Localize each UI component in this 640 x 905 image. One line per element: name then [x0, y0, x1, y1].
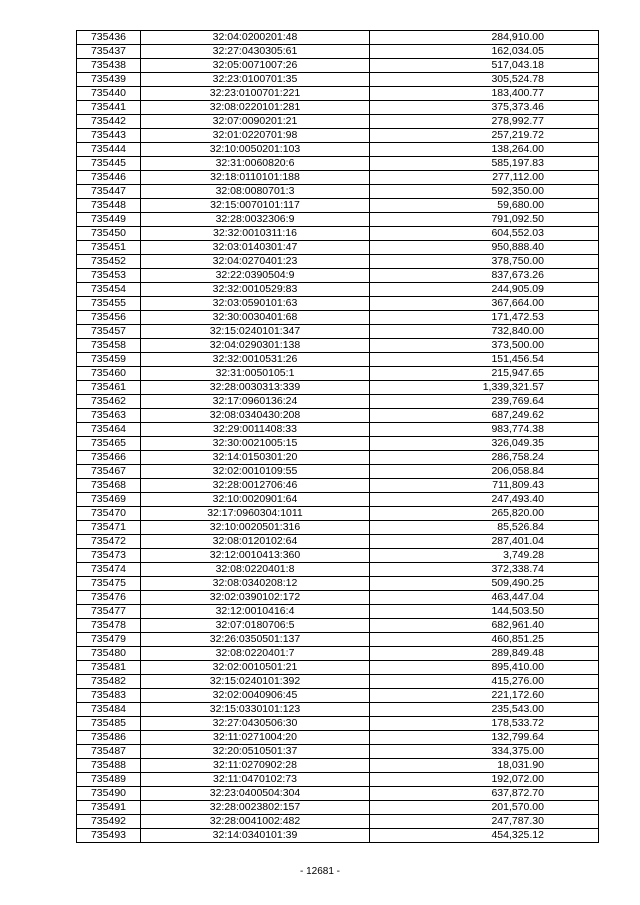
- cadastral-number-cell: 32:12:0010416:4: [141, 605, 370, 619]
- table-row: [77, 451, 599, 465]
- table-row: [77, 731, 599, 745]
- cadastral-number-cell: 32:27:0430506:30: [141, 717, 370, 731]
- cadastral-number-cell: 32:30:0021005:15: [141, 437, 370, 451]
- cadastral-number-cell: 32:20:0510501:37: [141, 745, 370, 759]
- amount-cell: 682,961.40: [370, 619, 599, 633]
- amount-cell: 132,799.64: [370, 731, 599, 745]
- table-row: [77, 829, 599, 843]
- cadastral-number-cell: 32:11:0271004:20: [141, 731, 370, 745]
- table-row: [77, 283, 599, 297]
- row-id-cell: 735463: [77, 409, 141, 423]
- cadastral-number-cell: 32:04:0270401:23: [141, 255, 370, 269]
- amount-cell: 257,219.72: [370, 129, 599, 143]
- table-row: [77, 493, 599, 507]
- row-id-cell: 735469: [77, 493, 141, 507]
- amount-cell: 1,339,321.57: [370, 381, 599, 395]
- row-id-cell: 735444: [77, 143, 141, 157]
- cadastral-number-cell: 32:28:0012706:46: [141, 479, 370, 493]
- amount-cell: 637,872.70: [370, 787, 599, 801]
- row-id-cell: 735486: [77, 731, 141, 745]
- table-row: [77, 479, 599, 493]
- table-row: [77, 745, 599, 759]
- row-id-cell: 735481: [77, 661, 141, 675]
- amount-cell: 277,112.00: [370, 171, 599, 185]
- table-row: [77, 703, 599, 717]
- cadastral-number-cell: 32:08:0340430:208: [141, 409, 370, 423]
- amount-cell: 732,840.00: [370, 325, 599, 339]
- table-row: [77, 759, 599, 773]
- amount-cell: 950,888.40: [370, 241, 599, 255]
- row-id-cell: 735458: [77, 339, 141, 353]
- table-row: [77, 227, 599, 241]
- amount-cell: 895,410.00: [370, 661, 599, 675]
- cadastral-number-cell: 32:18:0110101:188: [141, 171, 370, 185]
- table-row: [77, 381, 599, 395]
- table-row: [77, 185, 599, 199]
- amount-cell: 415,276.00: [370, 675, 599, 689]
- table-row: [77, 129, 599, 143]
- table-row: [77, 563, 599, 577]
- table-row: [77, 115, 599, 129]
- cadastral-number-cell: 32:29:0011408:33: [141, 423, 370, 437]
- cadastral-number-cell: 32:10:0050201:103: [141, 143, 370, 157]
- cadastral-number-cell: 32:23:0400504:304: [141, 787, 370, 801]
- table-row: [77, 311, 599, 325]
- row-id-cell: 735437: [77, 45, 141, 59]
- cadastral-number-cell: 32:04:0290301:138: [141, 339, 370, 353]
- table-row: [77, 143, 599, 157]
- amount-cell: 372,338.74: [370, 563, 599, 577]
- table-row: [77, 423, 599, 437]
- table-row: [77, 213, 599, 227]
- table-row: [77, 717, 599, 731]
- row-id-cell: 735465: [77, 437, 141, 451]
- row-id-cell: 735453: [77, 269, 141, 283]
- row-id-cell: 735455: [77, 297, 141, 311]
- cadastral-number-cell: 32:28:0023802:157: [141, 801, 370, 815]
- table-row: [77, 353, 599, 367]
- row-id-cell: 735480: [77, 647, 141, 661]
- cadastral-number-cell: 32:14:0340101:39: [141, 829, 370, 843]
- row-id-cell: 735464: [77, 423, 141, 437]
- amount-cell: 460,851.25: [370, 633, 599, 647]
- table-row: [77, 577, 599, 591]
- row-id-cell: 735457: [77, 325, 141, 339]
- amount-cell: 183,400.77: [370, 87, 599, 101]
- row-id-cell: 735436: [77, 31, 141, 45]
- table-row: [77, 647, 599, 661]
- table-row: [77, 605, 599, 619]
- cadastral-number-cell: 32:11:0470102:73: [141, 773, 370, 787]
- cadastral-number-cell: 32:15:0330101:123: [141, 703, 370, 717]
- row-id-cell: 735443: [77, 129, 141, 143]
- amount-cell: 983,774.38: [370, 423, 599, 437]
- amount-cell: 239,769.64: [370, 395, 599, 409]
- amount-cell: 334,375.00: [370, 745, 599, 759]
- cadastral-number-cell: 32:08:0220401:8: [141, 563, 370, 577]
- amount-cell: 265,820.00: [370, 507, 599, 521]
- table-row: [77, 339, 599, 353]
- amount-cell: 711,809.43: [370, 479, 599, 493]
- table-row: [77, 171, 599, 185]
- amount-cell: 326,049.35: [370, 437, 599, 451]
- amount-cell: 278,992.77: [370, 115, 599, 129]
- row-id-cell: 735450: [77, 227, 141, 241]
- amount-cell: 463,447.04: [370, 591, 599, 605]
- cadastral-number-cell: 32:08:0340208:12: [141, 577, 370, 591]
- cadastral-number-cell: 32:08:0220101:281: [141, 101, 370, 115]
- amount-cell: 286,758.24: [370, 451, 599, 465]
- amount-cell: 367,664.00: [370, 297, 599, 311]
- table-row: [77, 199, 599, 213]
- cadastral-number-cell: 32:32:0010311:16: [141, 227, 370, 241]
- cadastral-number-cell: 32:07:0180706:5: [141, 619, 370, 633]
- cadastral-number-cell: 32:28:0030313:339: [141, 381, 370, 395]
- cadastral-number-cell: 32:02:0010501:21: [141, 661, 370, 675]
- cadastral-number-cell: 32:08:0080701:3: [141, 185, 370, 199]
- cadastral-number-cell: 32:32:0010529:83: [141, 283, 370, 297]
- cadastral-number-cell: 32:08:0120102:64: [141, 535, 370, 549]
- cadastral-number-cell: 32:02:0040906:45: [141, 689, 370, 703]
- row-id-cell: 735445: [77, 157, 141, 171]
- table-row: [77, 31, 599, 45]
- table-row: [77, 59, 599, 73]
- cadastral-number-cell: 32:26:0350501:137: [141, 633, 370, 647]
- table-row: [77, 465, 599, 479]
- cadastral-number-cell: 32:03:0140301:47: [141, 241, 370, 255]
- row-id-cell: 735489: [77, 773, 141, 787]
- table-row: [77, 395, 599, 409]
- table-row: [77, 787, 599, 801]
- cadastral-number-cell: 32:31:0060820:6: [141, 157, 370, 171]
- amount-cell: 138,264.00: [370, 143, 599, 157]
- row-id-cell: 735471: [77, 521, 141, 535]
- table-row: [77, 773, 599, 787]
- amount-cell: 247,493.40: [370, 493, 599, 507]
- cadastral-number-cell: 32:32:0010531:26: [141, 353, 370, 367]
- amount-cell: 289,849.48: [370, 647, 599, 661]
- row-id-cell: 735466: [77, 451, 141, 465]
- row-id-cell: 735460: [77, 367, 141, 381]
- row-id-cell: 735442: [77, 115, 141, 129]
- ledger-sheet: [76, 30, 598, 843]
- cadastral-number-cell: 32:22:0390504:9: [141, 269, 370, 283]
- row-id-cell: 735483: [77, 689, 141, 703]
- amount-cell: 192,072.00: [370, 773, 599, 787]
- cadastral-number-cell: 32:15:0240101:347: [141, 325, 370, 339]
- row-id-cell: 735490: [77, 787, 141, 801]
- cadastral-number-cell: 32:27:0430305:61: [141, 45, 370, 59]
- row-id-cell: 735451: [77, 241, 141, 255]
- row-id-cell: 735487: [77, 745, 141, 759]
- cadastral-number-cell: 32:10:0020901:64: [141, 493, 370, 507]
- row-id-cell: 735468: [77, 479, 141, 493]
- table-row: [77, 297, 599, 311]
- cadastral-number-cell: 32:02:0010109:55: [141, 465, 370, 479]
- row-id-cell: 735447: [77, 185, 141, 199]
- amount-cell: 215,947.65: [370, 367, 599, 381]
- row-id-cell: 735438: [77, 59, 141, 73]
- row-id-cell: 735454: [77, 283, 141, 297]
- row-id-cell: 735479: [77, 633, 141, 647]
- cadastral-number-cell: 32:31:0050105:1: [141, 367, 370, 381]
- amount-cell: 791,092.50: [370, 213, 599, 227]
- row-id-cell: 735491: [77, 801, 141, 815]
- table-row: [77, 815, 599, 829]
- table-row: [77, 87, 599, 101]
- amount-cell: 247,787.30: [370, 815, 599, 829]
- amount-cell: 144,503.50: [370, 605, 599, 619]
- row-id-cell: 735452: [77, 255, 141, 269]
- row-id-cell: 735485: [77, 717, 141, 731]
- row-id-cell: 735492: [77, 815, 141, 829]
- amount-cell: 201,570.00: [370, 801, 599, 815]
- row-id-cell: 735493: [77, 829, 141, 843]
- amount-cell: 221,172.60: [370, 689, 599, 703]
- amount-cell: 378,750.00: [370, 255, 599, 269]
- table-row: [77, 437, 599, 451]
- amount-cell: 592,350.00: [370, 185, 599, 199]
- amount-cell: 517,043.18: [370, 59, 599, 73]
- cadastral-number-cell: 32:23:0100701:35: [141, 73, 370, 87]
- table-row: [77, 661, 599, 675]
- cadastral-number-cell: 32:03:0590101:63: [141, 297, 370, 311]
- row-id-cell: 735446: [77, 171, 141, 185]
- amount-cell: 3,749.28: [370, 549, 599, 563]
- table-row: [77, 675, 599, 689]
- cadastral-number-cell: 32:17:0960304:1011: [141, 507, 370, 521]
- cadastral-number-cell: 32:01:0220701:98: [141, 129, 370, 143]
- page-number: - 12681 -: [299, 866, 341, 877]
- table-row: [77, 255, 599, 269]
- amount-cell: 687,249.62: [370, 409, 599, 423]
- row-id-cell: 735449: [77, 213, 141, 227]
- cadastral-number-cell: 32:28:0041002:482: [141, 815, 370, 829]
- ledger-table: [76, 30, 599, 843]
- table-row: [77, 633, 599, 647]
- table-row: [77, 45, 599, 59]
- cadastral-number-cell: 32:12:0010413:360: [141, 549, 370, 563]
- row-id-cell: 735475: [77, 577, 141, 591]
- table-row: [77, 689, 599, 703]
- cadastral-number-cell: 32:15:0240101:392: [141, 675, 370, 689]
- cadastral-number-cell: 32:08:0220401:7: [141, 647, 370, 661]
- row-id-cell: 735459: [77, 353, 141, 367]
- row-id-cell: 735474: [77, 563, 141, 577]
- row-id-cell: 735439: [77, 73, 141, 87]
- amount-cell: 162,034.05: [370, 45, 599, 59]
- table-row: [77, 241, 599, 255]
- row-id-cell: 735478: [77, 619, 141, 633]
- amount-cell: 178,533.72: [370, 717, 599, 731]
- table-row: [77, 535, 599, 549]
- row-id-cell: 735482: [77, 675, 141, 689]
- amount-cell: 244,905.09: [370, 283, 599, 297]
- cadastral-number-cell: 32:07:0090201:21: [141, 115, 370, 129]
- cadastral-number-cell: 32:23:0100701:221: [141, 87, 370, 101]
- amount-cell: 837,673.26: [370, 269, 599, 283]
- row-id-cell: 735488: [77, 759, 141, 773]
- amount-cell: 287,401.04: [370, 535, 599, 549]
- table-row: [77, 619, 599, 633]
- table-row: [77, 507, 599, 521]
- amount-cell: 585,197.83: [370, 157, 599, 171]
- cadastral-number-cell: 32:05:0071007:26: [141, 59, 370, 73]
- table-row: [77, 591, 599, 605]
- table-row: [77, 325, 599, 339]
- row-id-cell: 735477: [77, 605, 141, 619]
- cadastral-number-cell: 32:02:0390102:172: [141, 591, 370, 605]
- amount-cell: 151,456.54: [370, 353, 599, 367]
- table-row: [77, 549, 599, 563]
- table-row: [77, 157, 599, 171]
- amount-cell: 18,031.90: [370, 759, 599, 773]
- amount-cell: 373,500.00: [370, 339, 599, 353]
- cadastral-number-cell: 32:14:0150301:20: [141, 451, 370, 465]
- amount-cell: 59,680.00: [370, 199, 599, 213]
- ledger-body: [77, 31, 599, 843]
- row-id-cell: 735473: [77, 549, 141, 563]
- row-id-cell: 735462: [77, 395, 141, 409]
- cadastral-number-cell: 32:15:0070101:117: [141, 199, 370, 213]
- table-row: [77, 521, 599, 535]
- cadastral-number-cell: 32:30:0030401:68: [141, 311, 370, 325]
- row-id-cell: 735448: [77, 199, 141, 213]
- row-id-cell: 735472: [77, 535, 141, 549]
- amount-cell: 454,325.12: [370, 829, 599, 843]
- table-row: [77, 367, 599, 381]
- amount-cell: 604,552.03: [370, 227, 599, 241]
- row-id-cell: 735470: [77, 507, 141, 521]
- row-id-cell: 735484: [77, 703, 141, 717]
- amount-cell: 235,543.00: [370, 703, 599, 717]
- row-id-cell: 735441: [77, 101, 141, 115]
- table-row: [77, 409, 599, 423]
- table-row: [77, 801, 599, 815]
- amount-cell: 85,526.84: [370, 521, 599, 535]
- amount-cell: 171,472.53: [370, 311, 599, 325]
- amount-cell: 305,524.78: [370, 73, 599, 87]
- amount-cell: 375,373.46: [370, 101, 599, 115]
- table-row: [77, 73, 599, 87]
- amount-cell: 284,910.00: [370, 31, 599, 45]
- amount-cell: 509,490.25: [370, 577, 599, 591]
- cadastral-number-cell: 32:28:0032306:9: [141, 213, 370, 227]
- table-row: [77, 269, 599, 283]
- cadastral-number-cell: 32:04:0200201:48: [141, 31, 370, 45]
- amount-cell: 206,058.84: [370, 465, 599, 479]
- table-row: [77, 101, 599, 115]
- row-id-cell: 735467: [77, 465, 141, 479]
- cadastral-number-cell: 32:17:0960136:24: [141, 395, 370, 409]
- row-id-cell: 735461: [77, 381, 141, 395]
- row-id-cell: 735456: [77, 311, 141, 325]
- row-id-cell: 735476: [77, 591, 141, 605]
- cadastral-number-cell: 32:10:0020501:316: [141, 521, 370, 535]
- cadastral-number-cell: 32:11:0270902:28: [141, 759, 370, 773]
- row-id-cell: 735440: [77, 87, 141, 101]
